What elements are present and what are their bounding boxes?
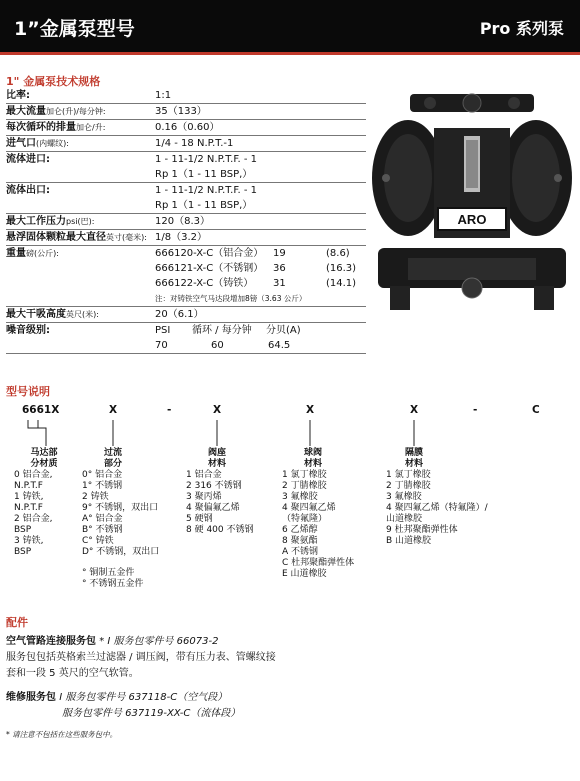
model-code-x4: X (410, 404, 419, 416)
air-kit-desc-2: 套和一段 5 英尺的空气软管。 (6, 668, 139, 679)
model-code-x2: X (213, 404, 222, 416)
model-connector-lines (0, 418, 580, 450)
model-code-x3: X (306, 404, 315, 416)
diaphragm-column: 隔膜 材料 1 氯丁橡胶 2 丁腈橡胶 3 氟橡胶 4 聚四氟乙烯（特氟隆）/ 山道橡胶 9 杜邦聚酯弹性体 B 山道橡胶 (386, 448, 488, 546)
spec-row: 比率: 1:1 (6, 88, 366, 104)
aro-logo: ARO (457, 212, 487, 227)
weight-note: 注：对铸铁空气马达段增加8镑（3.63 公斤） (6, 291, 366, 307)
noise-values-row: 70 60 64.5 (6, 338, 366, 354)
repair-kit-line: 维修服务包 I 服务包零件号 637118-C（空气段） (6, 692, 228, 703)
pump-image (368, 88, 576, 316)
spec-row: 流体出口: 1 - 11-1/2 N.P.T.F. - 1 (6, 185, 257, 196)
spec-row: Rp 1（1 - 11 BSP,） (6, 167, 366, 183)
air-kit-desc-1: 服务包包括英格索兰过滤器 / 调压阀，带有压力表、管螺纹接 (6, 652, 276, 663)
motor-column: 马达部 分材质 0 铝合金, N.P.T.F 1 铸铁, N.P.T.F 2 铝合金, BSP 3 铸铁, BSP (14, 448, 58, 557)
weight-row: 重量磅(公斤): 666120-X-C（铝合金） 19 (8.6) (6, 248, 350, 259)
seat-column: 阀座 材料 1 铝合金 2 316 不锈钢 3 聚丙烯 4 聚偏氟乙烯 5 硬钢 8 硬 400 不锈钢 (186, 448, 254, 535)
spec-row: Rp 1（1 - 11 BSP,） (6, 198, 366, 214)
series-title: Pro 系列泵 (479, 19, 564, 38)
spec-row: 悬浮固体颗粒最大直径英寸(毫米): 1/8（3.2） (6, 230, 366, 246)
model-title: 型号说明 (6, 385, 50, 398)
model-code-base: 6661X (22, 404, 60, 416)
accessories-title: 配件 (6, 616, 28, 629)
spec-row: 最大干吸高度英尺(米): 20（6.1） (6, 307, 366, 323)
page-title: 1”金属泵型号 (14, 18, 135, 40)
model-code-c: C (532, 404, 540, 416)
repair-kit-line-2: 服务包零件号 637119-XX-C（流体段） (62, 708, 241, 719)
spec-row: 进气口(内螺纹): 1/4 - 18 N.P.T.-1 (6, 136, 366, 152)
specs-table (6, 88, 366, 354)
model-code-dash2: - (473, 404, 478, 416)
spec-row: 每次循环的排量加仑/升: 0.16（0.60） (6, 120, 366, 136)
flow-column: 过流 部分 0° 铝合金 1° 不锈钢 2 铸铁 9° 不锈钢，双出口 A° 铝合金 B° 不锈钢 C° 铸铁 D° 不锈钢，双出口 ° 铜制五金件 ° 不锈钢五金件 (82, 448, 160, 589)
spec-row: 最大流量加仑(升)/每分钟: 35（133） (6, 104, 366, 120)
weight-row: 666121-X-C（不锈钢） 36 (16.3) (155, 263, 357, 274)
spec-row: 最大工作压力psi(巴): 120（8.3） (6, 214, 366, 230)
noise-row: 噪音级别: PSI 循环 / 每分钟 分贝(A) (6, 325, 301, 336)
footnote: * 请注意不包括在这些服务包中。 (6, 730, 118, 739)
model-code-dash1: - (167, 404, 172, 416)
air-kit-line: 空气管路连接服务包 * I 服务包零件号 66073-2 (6, 636, 219, 647)
header-divider (0, 52, 580, 55)
model-code-x1: X (109, 404, 118, 416)
ball-column: 球阀 材料 1 氯丁橡胶 2 丁腈橡胶 3 氟橡胶 4 聚四氟乙烯 （特氟隆） 6 乙烯醇 8 聚氨酯 A 不锈钢 C 杜邦聚酯弹性体 E 山道橡胶 (282, 448, 355, 579)
header-bar (0, 0, 580, 52)
spec-row: 流体进口: 1 - 11-1/2 N.P.T.F. - 1 (6, 154, 257, 165)
specs-title: 1" 金属泵技术规格 (6, 75, 101, 88)
weight-row: 666122-X-C（铸铁） 31 (14.1) (155, 278, 357, 289)
